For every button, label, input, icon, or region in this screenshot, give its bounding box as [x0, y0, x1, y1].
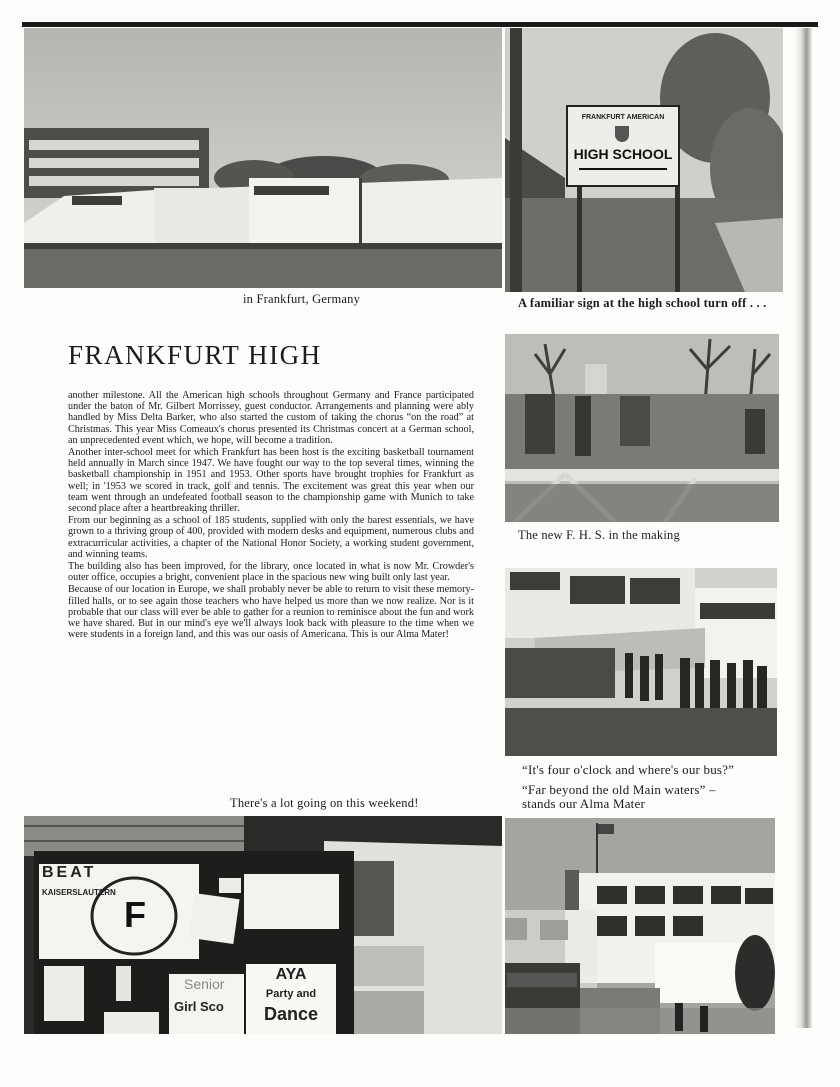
poster-f-letter: F	[124, 894, 146, 935]
paragraph: From our beginning as a school of 185 students, supplied with only the barest essentials, we have grown to a thriving group of 400, provided with modern desks and equipment, numerous clubs and extracurricular activities, a chapter of the National Honor Society, a working student government, and winning teams.	[68, 515, 474, 560]
paragraph: another milestone. All the American high schools throughout Germany and France participated under the baton of Mr. Gilbert Morrissey, guest conductor. Arrangements and planning were ably handled by Miss Delta Barker, who also started the custom of taking the chorus “on the road” at Christmas. This year Miss Comeaux's chorus presented its Christmas concert at a German school, an unprecedented event which, we hope, will become a tradition.	[68, 390, 474, 446]
poster-party: Party and	[265, 988, 317, 1000]
sign-text-line1: FRANKFURT AMERICAN	[581, 114, 665, 121]
caption-construction: The new F. H. S. in the making	[518, 528, 680, 542]
caption-school-building: in Frankfurt, Germany	[243, 292, 361, 306]
paragraph: The building also has been improved, for the library, once located in what is now Mr. Crowder's outer office, occupies a bright, convenient place in the spacious new wing built only last year.	[68, 561, 474, 584]
poster-team: KAISERSLAUTERN	[42, 888, 116, 897]
page-title: FRANKFURT HIGH	[68, 340, 322, 370]
paragraph: Another inter-school meet for which Frankfurt has been host is the exciting basketball tournament held annually in March since 1947. We have fought our way to the top several times, winning the basketball championship in 1951 and 1953. Other sports have brought trophies for Frankfurt as well; in '1953 we scored in track, golf and tennis. The excitement was great this year when our team went through an undefeated football season to the championship game with Munich to take second place after a heartbreaking thriller.	[68, 447, 474, 515]
road-sign-photo	[505, 28, 783, 292]
poster-dance: Dance	[263, 1004, 319, 1024]
poster-aya: AYA	[275, 966, 307, 983]
poster-girl-scouts: Girl Sco	[174, 999, 224, 1014]
caption-alma-mater-line1: “Far beyond the old Main waters” –	[522, 782, 716, 797]
bulletin-board-photo	[24, 816, 502, 1034]
caption-weekend: There's a lot going on this weekend!	[230, 796, 419, 810]
alma-mater-building-photo	[505, 818, 775, 1034]
paragraph: Because of our location in Europe, we shall probably never be able to return to visit these memory-filled halls, or to see again those teachers who have helped us more than we now realize. Nor is it probable that our class will ever be able to gather for a reunion to reminisce about the fun and work we have shared. But in our mind's eye we'll always look back with pleasure to the time when we were students in a foreign land, and this was our oasis of Americana. This is our Alma Mater!	[68, 584, 474, 641]
poster-beat: BEAT	[42, 864, 97, 881]
caption-alma-mater-line2: stands our Alma Mater	[522, 796, 645, 811]
sign-arrow-icon	[579, 168, 667, 170]
article-body	[68, 390, 474, 641]
page-top-rule	[22, 22, 818, 27]
sign-text-line2: HIGH SCHOOL	[573, 146, 673, 162]
sign-shield-icon	[615, 126, 629, 142]
poster-senior: Senior	[184, 976, 225, 992]
construction-photo	[505, 334, 779, 522]
school-building-photo	[24, 28, 502, 288]
caption-sign: A familiar sign at the high school turn off . . .	[518, 296, 767, 310]
bus-line-photo	[505, 568, 777, 756]
caption-bus-line: “It's four o'clock and where's our bus?”	[522, 762, 735, 777]
page-binding-edge	[794, 28, 812, 1028]
